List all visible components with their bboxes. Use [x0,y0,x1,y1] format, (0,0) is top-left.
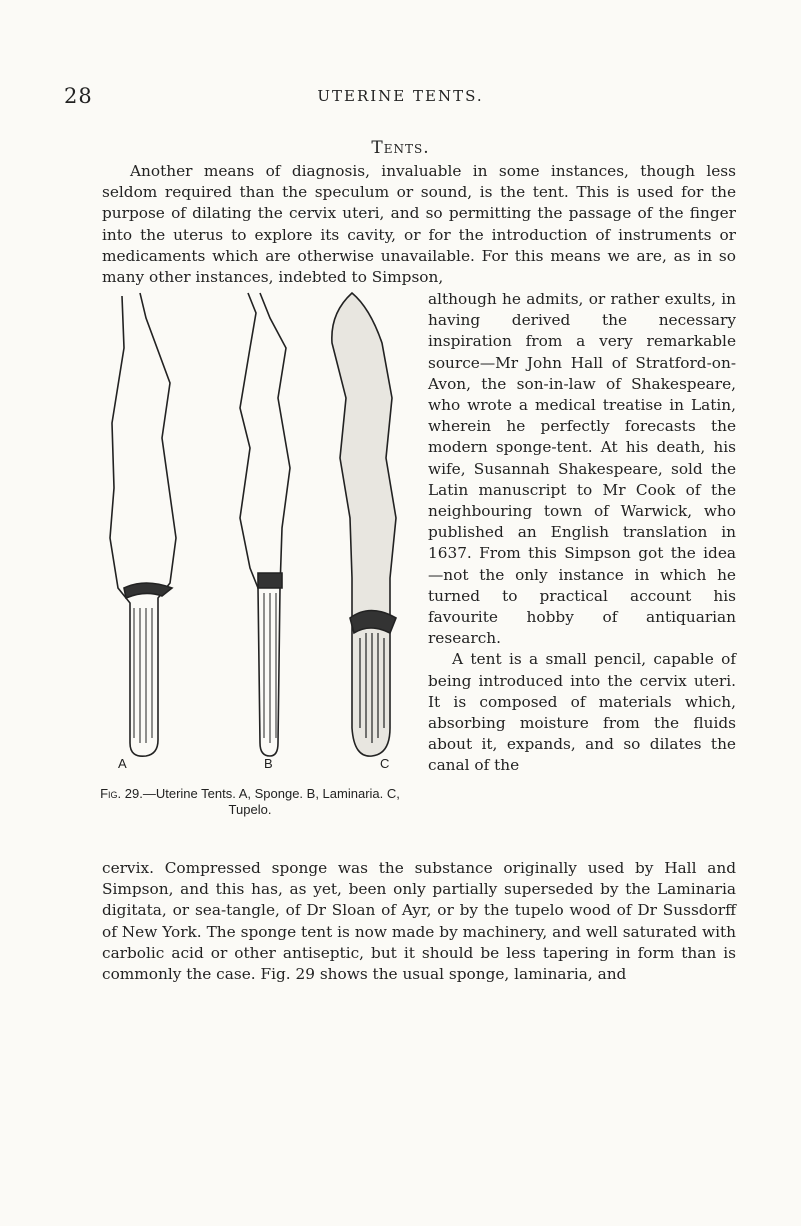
figure-caption [100,786,400,818]
caption-text: —Uterine Tents. A, Sponge. B, Laminaria. C, Tupelo. [142,786,400,817]
page-header [0,84,801,108]
paragraph-tent-definition: A tent is a small pencil, capable of being introduced into the cervix uteri. It is composed of materials which, absorbing moisture from the fluids about it, expands, and so dilates the canal of the [428,650,736,775]
label-b: B [264,756,273,771]
label-c: C [380,756,390,771]
uterine-tents-illustration [100,288,400,758]
caption-figure-number: Fig. 29. [100,786,143,801]
figure-uterine-tents [100,288,400,818]
wrapped-text-column [428,289,736,777]
paragraph-intro-continued: although he admits, or rather exults, in having derived the necessary inspiration from a very remarkable source—Mr John Hall of Stratford-on-Avon, the son-in-law of Shakespeare, who wrote a medical treatise in Latin, wherein he perfectly forecasts the modern sponge-tent. At his death, his wife, Susannah Shakespeare, sold the Latin manuscript to Mr Cook of the neighbouring town of Warwick, who published an English translation in 1637. From this Simpson got the idea—not the only instance in which he turned to practical account his favourite hobby of antiquarian research. [428,290,736,648]
paragraph-tent-materials: cervix. Compressed sponge was the substance originally used by Hall and Simpson, and this has, as yet, been only partially superseded by the Laminaria digitata, or sea-tangle, of Dr Sloan of Ayr, or by the tupelo wood of Dr Sussdorff of New York. The sponge tent is now made by machinery, and well saturated with carbolic acid or other antiseptic, but it should be less tapering in form than is commonly the case. Fig. 29 shows the usual sponge, laminaria, and [102,859,736,984]
running-title: UTERINE TENTS. [317,87,484,105]
section-title: Tents. [371,138,430,158]
label-a: A [118,756,127,771]
tupelo-tent-c [332,293,396,756]
sponge-tent-a [110,293,176,756]
page-number: 28 [64,84,93,108]
laminaria-tent-b [240,293,290,756]
paragraph-intro: Another means of diagnosis, invaluable in some instances, though less seldom required than the speculum or sound, is the tent. This is used for the purpose of dilating the cervix uteri, and so permitting the passage of the finger into the uterus to explore its cavity, or for the introduction of instruments or medicaments which are otherwise unavailable. For this means we are, as in so many other instances, indebted to Simpson, [102,162,736,287]
